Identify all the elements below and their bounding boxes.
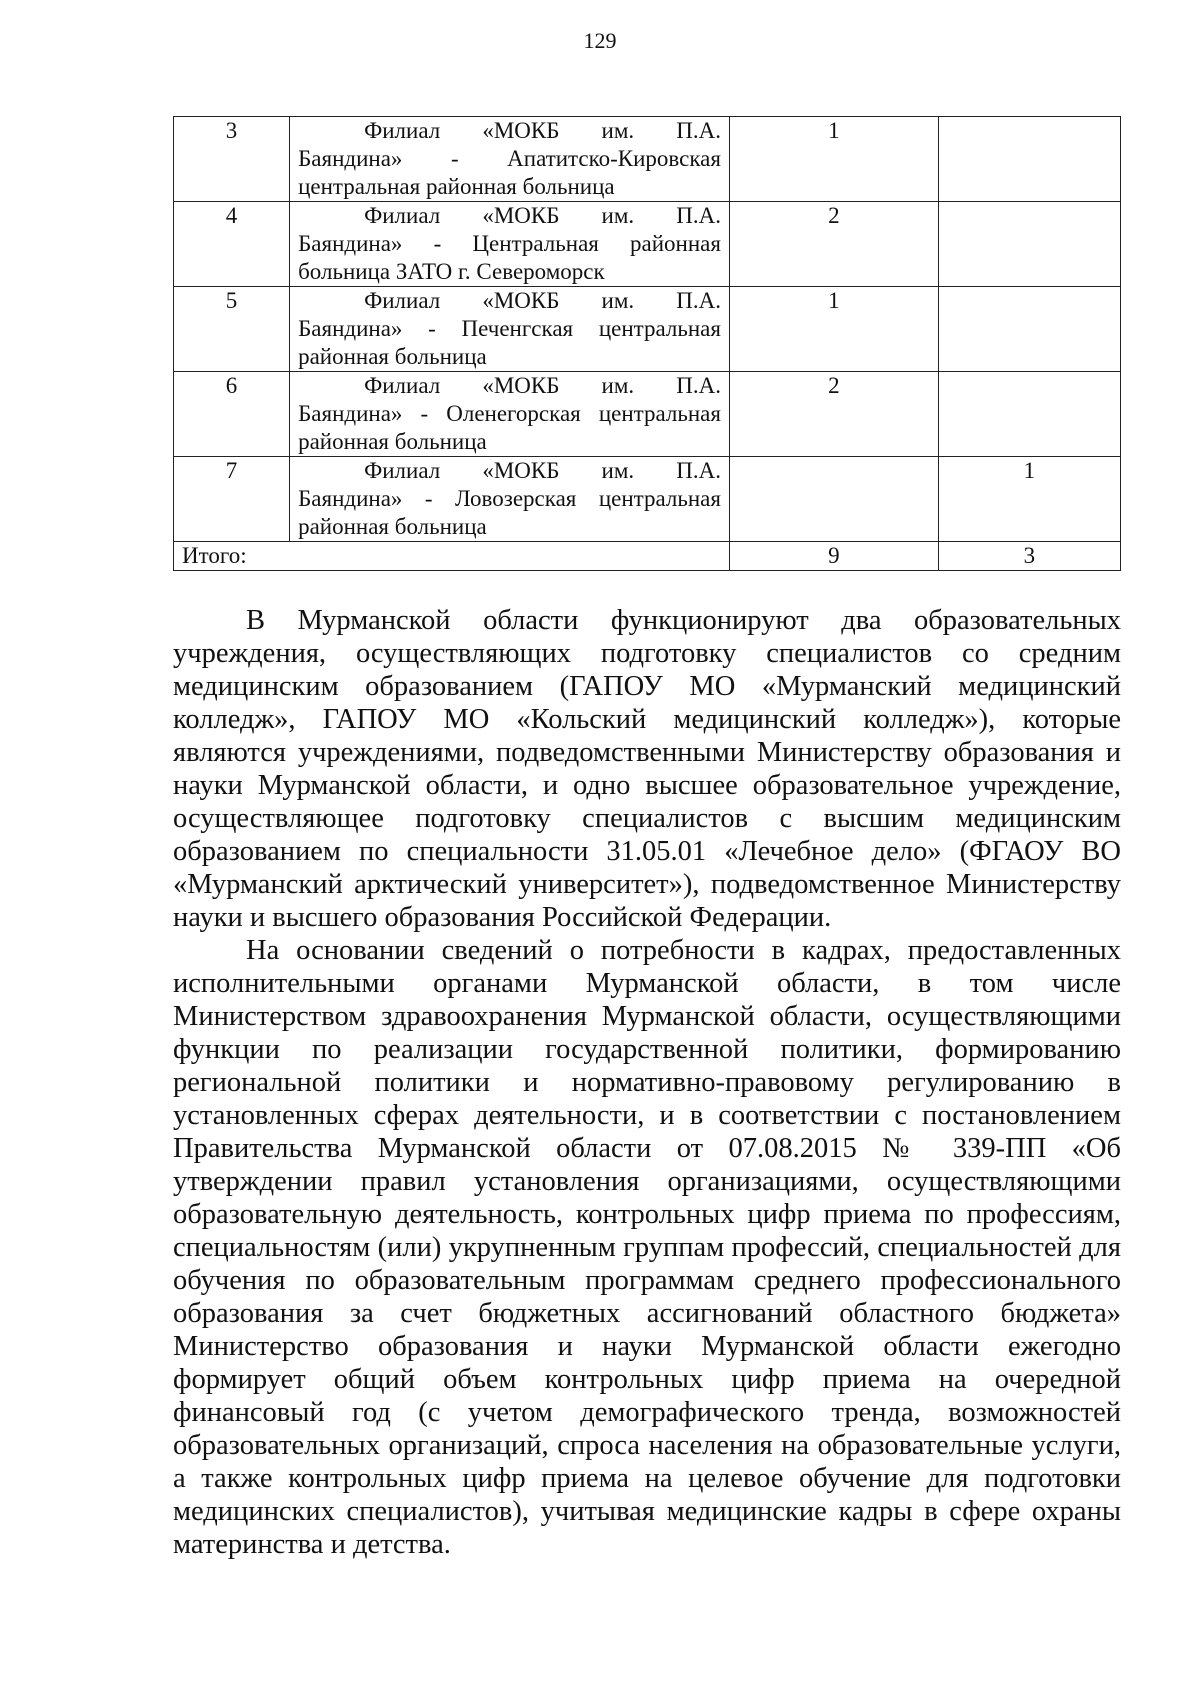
institution-name: Филиал «МОКБ им. П.А. Баяндина» - Ловозерская центральная районная больница [290, 457, 730, 542]
value-column-2 [938, 287, 1120, 372]
table-row [174, 287, 1121, 372]
row-number: 4 [174, 202, 290, 287]
total-label: Итого: [174, 542, 730, 571]
paragraph: На основании сведений о потребности в кадрах, предоставленных исполнительными органами Мурманской области, в том числе Министерством здравоохранения Мурманской области, осуществляющими функции по реализации государственной политики, формированию региональной политики и нормативно-правовому регулированию в установленных сферах деятельности, и в соответствии с постановлением Правительства Мурманской области от 07.08.2015 № 339-ПП «Об утверждении правил установления организациями, осуществляющими образовательную деятельность, контрольных цифр приема по профессиям, специальностям (или) укрупненным группам профессий, специальностей для обучения по образовательным программам среднего профессионального образования за счет бюджетных ассигнований областного бюджета» Министерство образования и науки Мурманской области ежегодно формирует общий объем контрольных цифр приема на очередной финансовый год (с учетом демографического тренда, возможностей образовательных организаций, спроса населения на образовательные услуги, а также контрольных цифр приема на целевое обучение для подготовки медицинских специалистов), учитывая медицинские кадры в сфере охраны материнства и детства. [173, 935, 1121, 1560]
value-column-1: 1 [729, 117, 938, 202]
institutions-table [173, 116, 1121, 571]
paragraph: В Мурманской области функционируют два образовательных учреждения, осуществляющих подготовку специалистов со средним медицинским образованием (ГАПОУ МО «Мурманский медицинский колледж», ГАПОУ МО «Кольский медицинский колледж»), которые являются учреждениями, подведомственными Министерству образования и науки Мурманской области, и одно высшее образовательное учреждение, осуществляющее подготовку специалистов с высшим медицинским образованием по специальности 31.05.01 «Лечебное дело» (ФГАОУ ВО «Мурманский арктический университет»), подведомственное Министерству науки и высшего образования Российской Федерации. [173, 605, 1121, 933]
row-number: 7 [174, 457, 290, 542]
institution-name: Филиал «МОКБ им. П.А. Баяндина» - Апатитско-Кировская центральная районная больница [290, 117, 730, 202]
value-column-2: 1 [938, 457, 1120, 542]
row-number: 5 [174, 287, 290, 372]
table-row [174, 117, 1121, 202]
row-number: 6 [174, 372, 290, 457]
table-row [174, 372, 1121, 457]
value-column-1 [729, 457, 938, 542]
value-column-2 [938, 117, 1120, 202]
institution-name: Филиал «МОКБ им. П.А. Баяндина» - Оленегорская центральная районная больница [290, 372, 730, 457]
value-column-2 [938, 372, 1120, 457]
value-column-1: 1 [729, 287, 938, 372]
table-row [174, 457, 1121, 542]
value-column-1: 2 [729, 202, 938, 287]
table-row [174, 202, 1121, 287]
value-column-2 [938, 202, 1120, 287]
institution-name: Филиал «МОКБ им. П.А. Баяндина» - Центральная районная больница ЗАТО г. Североморск [290, 202, 730, 287]
total-value-1: 9 [729, 542, 938, 571]
institution-name: Филиал «МОКБ им. П.А. Баяндина» - Печенгская центральная районная больница [290, 287, 730, 372]
page-number: 129 [583, 28, 617, 53]
total-row [174, 542, 1121, 571]
value-column-1: 2 [729, 372, 938, 457]
total-value-2: 3 [938, 542, 1120, 571]
row-number: 3 [174, 117, 290, 202]
body-text [173, 604, 1121, 1561]
